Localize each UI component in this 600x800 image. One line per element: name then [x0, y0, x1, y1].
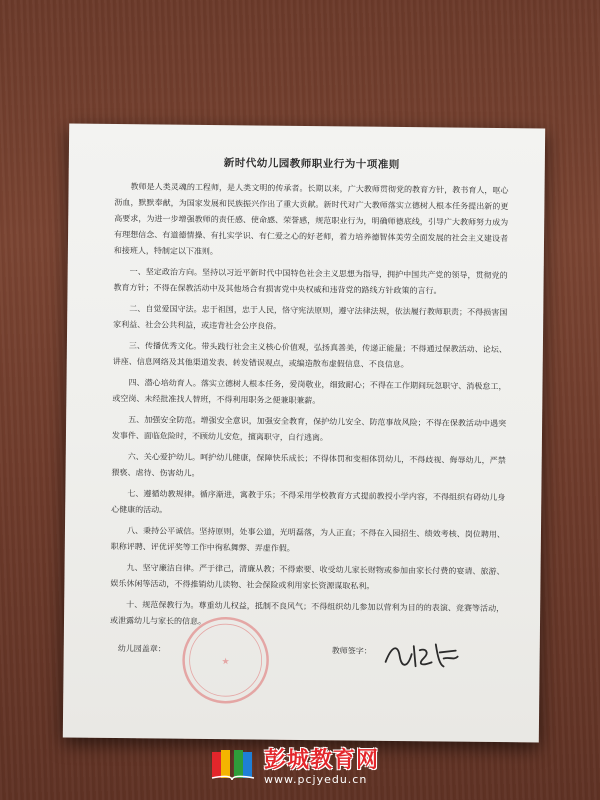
rule-7-paragraph: 七、遵循幼教规律。循序渐进，寓教于乐；不得采用学校教育方式提前教授小学内容，不得组织有碍幼儿身心健康的活动。: [111, 489, 506, 515]
signature-row: [109, 643, 504, 707]
rule-6-paragraph: 六、关心爱护幼儿。呵护幼儿健康，保障快乐成长；不得体罚和变相体罚幼儿，不得歧视、侮辱幼儿，严禁猥亵、虐待、伤害幼儿。: [111, 452, 506, 478]
document-body: [109, 154, 509, 707]
teacher-signature-label: 教师签字：: [331, 646, 372, 656]
kindergarten-stamp-label: 幼儿园盖章：: [117, 644, 166, 654]
rule-3-paragraph: 三、传播优秀文化。带头践行社会主义核心价值观，弘扬真善美，传递正能量；不得通过保教活动、论坛、讲座、信息网络及其他渠道发表、转发错误观点，或编造散布虚假信息、不良信息。: [112, 341, 507, 370]
rule-10-paragraph: 十、规范保教行为。尊重幼儿权益，抵制不良风气；不得组织幼儿参加以营利为目的的表演、竞赛等活动，或泄露幼儿与家长的信息。: [109, 600, 505, 626]
rule-8-paragraph: 八、秉持公平诚信。坚持原则，处事公道，光明磊落，为人正直；不得在入园招生、绩效考核、岗位聘用、职称评聘、评优评奖等工作中徇私舞弊、弄虚作假。: [110, 526, 505, 553]
rule-2-paragraph: 二、自觉爱国守法。忠于祖国，忠于人民，恪守宪法原则，遵守法律法规，依法履行教师职责；不得损害国家利益、社会公共利益，或违背社会公序良俗。: [113, 304, 508, 331]
rule-4-paragraph: 四、潜心培幼育人。落实立德树人根本任务，爱岗敬业，细致耐心；不得在工作期间玩忽职守、消极怠工，或空岗、未经批准找人替班，不得利用职务之便兼职兼薪。: [112, 378, 507, 406]
kindergarten-seal-stamp: [179, 614, 272, 707]
rule-9-paragraph: 九、坚守廉洁自律。严于律己，清廉从教；不得索要、收受幼儿家长财物或参加由家长付费的宴请、旅游、娱乐休闲等活动，不得推销幼儿读物、社会保险或利用家长资源谋取私利。: [110, 563, 505, 591]
handwritten-signature: [381, 636, 461, 677]
svg-text:★: ★: [221, 657, 230, 668]
preamble-paragraph: 教师是人类灵魂的工程师，是人类文明的传承者。长期以来，广大教师贯彻党的教育方针，教书育人，呕心沥血，默默奉献，为国家发展和民族振兴作出了重大贡献。新时代对广大教师落实立德树人根本任务提出新的更高要求，为进一步增强教师的责任感、使命感、荣誉感，规范职业行为，明确师德底线，引导广大教师努力成为有理想信念、有道德情操、有扎实学识、有仁爱之心的好老师，着力培养德智体美劳全面发展的社会主义建设者和接班人，特制定以下准则。: [113, 182, 509, 257]
open-book-logo-icon: [210, 748, 256, 782]
watermark-site-name: 彭城教育网: [264, 748, 380, 773]
watermark-url: www.pcjyedu.cn: [264, 773, 368, 786]
rule-5-paragraph: 五、加强安全防范。增强安全意识，加强安全教育，保护幼儿安全、防范事故风险；不得在保教活动中遇突发事件、面临危险时，不顾幼儿安危，擅离职守，自行逃离。: [111, 415, 507, 443]
rule-1-paragraph: 一、坚定政治方向。坚持以习近平新时代中国特色社会主义思想为指导，拥护中国共产党的领导，贯彻党的教育方针；不得在保教活动中及其他场合有损害党中央权威和违背党的路线方针政策的言行。: [113, 267, 508, 296]
document-sheet: [63, 124, 545, 743]
document-title: 新时代幼儿园教师职业行为十项准则: [223, 157, 400, 171]
site-watermark: [200, 740, 440, 796]
